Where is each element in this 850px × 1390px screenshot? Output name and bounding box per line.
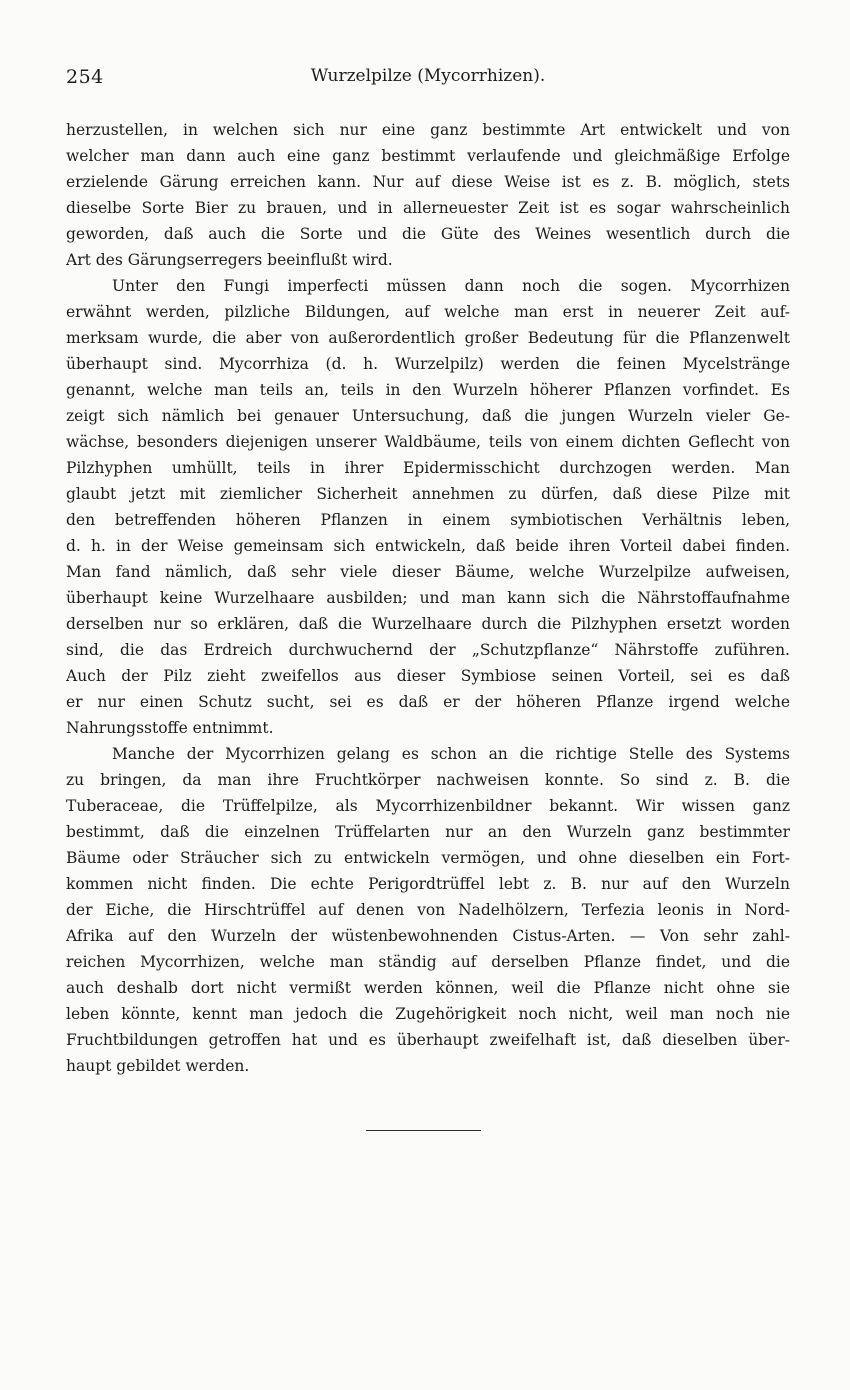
text-line: Unter den Fungi imperfecti müssen dann noch die sogen. Mycorrhizen xyxy=(112,277,790,295)
text-line: geworden, daß auch die Sorte und die Güte des Weines wesentlich durch die xyxy=(66,225,790,243)
text-line: glaubt jetzt mit ziemlicher Sicherheit annehmen zu dürfen, daß diese Pilze mit xyxy=(66,485,790,503)
running-head: Wurzelpilze (Mycorrhizen). xyxy=(310,66,546,86)
text-line: Bäume oder Sträucher sich zu entwickeln vermögen, und ohne dieselben ein Fort- xyxy=(66,849,790,867)
page-number: 254 xyxy=(66,66,104,88)
text-line: dieselbe Sorte Bier zu brauen, und in allerneuester Zeit ist es sogar wahrscheinlich xyxy=(66,199,790,217)
text-line: Fruchtbildungen getroffen hat und es überhaupt zweifelhaft ist, daß dieselben über- xyxy=(66,1031,790,1049)
text-line: reichen Mycorrhizen, welche man ständig auf derselben Pflanze findet, und die xyxy=(66,953,790,971)
text-line: Art des Gärungserregers beeinflußt wird. xyxy=(66,251,393,269)
text-line: welcher man dann auch eine ganz bestimmt verlaufende und gleichmäßige Erfolge xyxy=(66,147,790,165)
text-line: Man fand nämlich, daß sehr viele dieser Bäume, welche Wurzelpilze aufweisen, xyxy=(66,563,790,581)
end-rule xyxy=(366,1130,481,1131)
text-line: kommen nicht finden. Die echte Perigordtrüffel lebt z. B. nur auf den Wurzeln xyxy=(66,875,790,893)
text-line: er nur einen Schutz sucht, sei es daß er der höheren Pflanze irgend welche xyxy=(66,693,790,711)
body-text xyxy=(66,117,790,1079)
page-header xyxy=(66,66,790,94)
text-line: auch deshalb dort nicht vermißt werden können, weil die Pflanze nicht ohne sie xyxy=(66,979,790,997)
text-line: Nahrungsstoffe entnimmt. xyxy=(66,719,274,737)
text-line: leben könnte, kennt man jedoch die Zugehörigkeit noch nicht, weil man noch nie xyxy=(66,1005,790,1023)
text-line: genannt, welche man teils an, teils in den Wurzeln höherer Pflanzen vorfindet. Es xyxy=(66,381,790,399)
text-line: überhaupt keine Wurzelhaare ausbilden; und man kann sich die Nährstoffaufnahme xyxy=(66,589,790,607)
text-line: zeigt sich nämlich bei genauer Untersuchung, daß die jungen Wurzeln vieler Ge- xyxy=(66,407,790,425)
text-line: Tuberaceae, die Trüffelpilze, als Mycorrhizenbildner bekannt. Wir wissen ganz xyxy=(66,797,790,815)
text-line: Afrika auf den Wurzeln der wüstenbewohnenden Cistus-Arten. — Von sehr zahl- xyxy=(66,927,790,945)
text-line: haupt gebildet werden. xyxy=(66,1057,250,1075)
text-line: bestimmt, daß die einzelnen Trüffelarten nur an den Wurzeln ganz bestimmter xyxy=(66,823,790,841)
text-line: Manche der Mycorrhizen gelang es schon an die richtige Stelle des Systems xyxy=(112,745,790,763)
text-line: der Eiche, die Hirschtrüffel auf denen von Nadelhölzern, Terfezia leonis in Nord- xyxy=(66,901,790,919)
text-line: merksam wurde, die aber von außerordentlich großer Bedeutung für die Pflanzenwelt xyxy=(66,329,790,347)
text-line: Auch der Pilz zieht zweifellos aus dieser Symbiose seinen Vorteil, sei es daß xyxy=(66,667,790,685)
text-line: zu bringen, da man ihre Fruchtkörper nachweisen konnte. So sind z. B. die xyxy=(66,771,790,789)
text-line: Pilzhyphen umhüllt, teils in ihrer Epidermisschicht durchzogen werden. Man xyxy=(66,459,790,477)
text-line: erwähnt werden, pilzliche Bildungen, auf welche man erst in neuerer Zeit auf- xyxy=(66,303,790,321)
text-line: herzustellen, in welchen sich nur eine ganz bestimmte Art entwickelt und von xyxy=(66,121,790,139)
text-line: den betreffenden höheren Pflanzen in einem symbiotischen Verhältnis leben, xyxy=(66,511,790,529)
text-line: derselben nur so erklären, daß die Wurzelhaare durch die Pilzhyphen ersetzt worden xyxy=(66,615,790,633)
text-line: überhaupt sind. Mycorrhiza (d. h. Wurzelpilz) werden die feinen Mycelstränge xyxy=(66,355,790,373)
text-line: wächse, besonders diejenigen unserer Waldbäume, teils von einem dichten Geflecht von xyxy=(66,433,790,451)
text-line: d. h. in der Weise gemeinsam sich entwickeln, daß beide ihren Vorteil dabei finden. xyxy=(66,537,790,555)
text-line: sind, die das Erdreich durchwuchernd der „Schutzpflanze“ Nährstoffe zuführen. xyxy=(66,641,790,659)
text-line: erzielende Gärung erreichen kann. Nur auf diese Weise ist es z. B. möglich, stets xyxy=(66,173,790,191)
